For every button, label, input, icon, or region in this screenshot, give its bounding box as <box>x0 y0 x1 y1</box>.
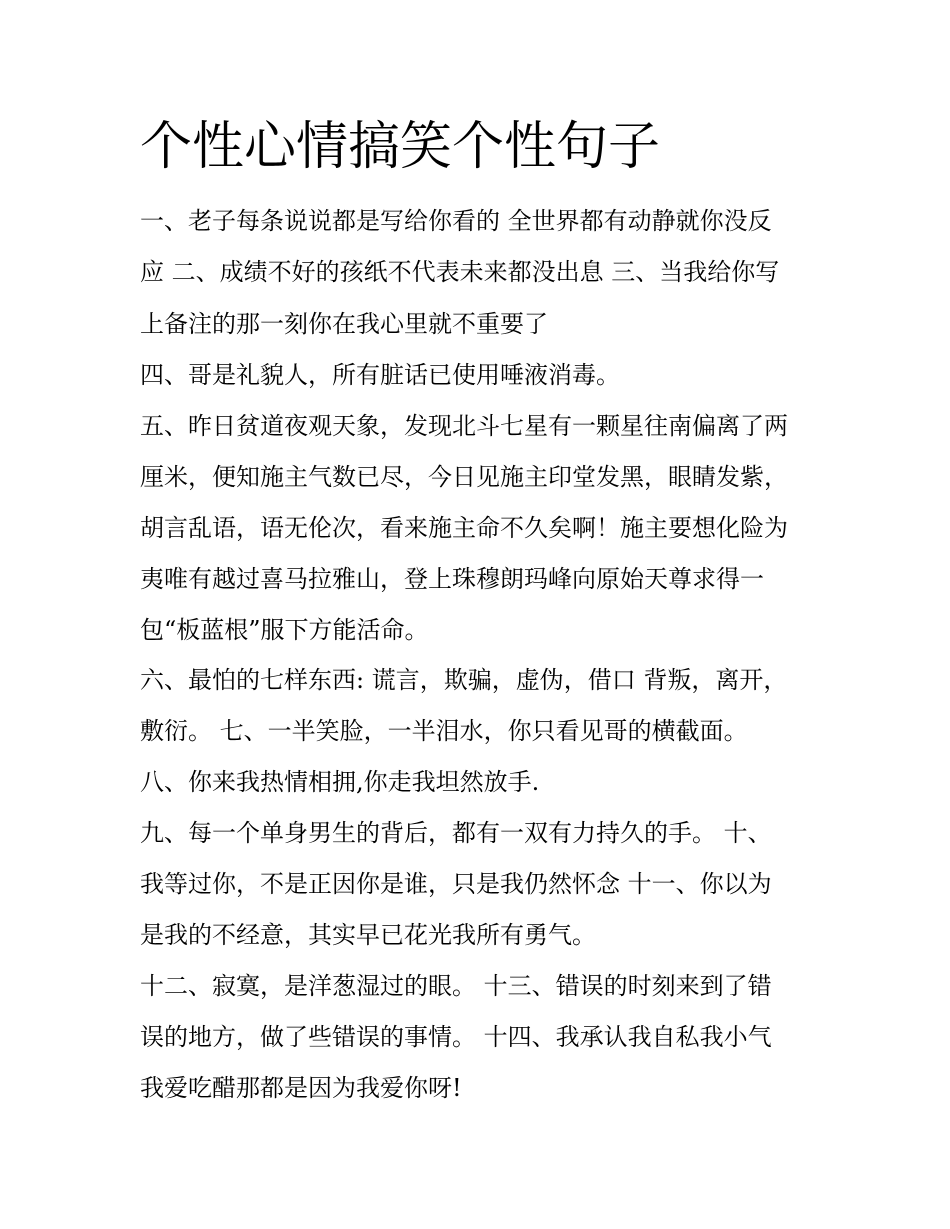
text-line-15: 是我的不经意，其实早已花光我所有勇气。 <box>140 921 596 949</box>
text-line-18: 我爱吃醋那都是因为我爱你呀! <box>140 1074 462 1102</box>
text-line-9: 包“板蓝根”服下方能活命。 <box>140 616 429 644</box>
text-line-2: 应 二、成绩不好的孩纸不代表未来都没出息 三、当我给你写 <box>140 258 780 286</box>
text-line-17: 误的地方，做了些错误的事情。 十四、我承认我自私我小气 <box>140 1023 772 1051</box>
text-line-8: 夷唯有越过喜马拉雅山，登上珠穆朗玛峰向原始天尊求得一 <box>140 565 764 593</box>
text-line-11: 敷衍。 七、一半笑脸，一半泪水，你只看见哥的横截面。 <box>140 717 748 745</box>
text-line-3: 上备注的那一刻你在我心里就不重要了 <box>140 310 548 338</box>
text-line-10: 六、最怕的七样东西: 谎言，欺骗，虚伪，借口 背叛，离开， <box>140 666 788 694</box>
text-line-1: 一、老子每条说说都是写给你看的 全世界都有动静就你没反 <box>140 207 772 235</box>
text-line-4: 四、哥是礼貌人，所有脏话已使用唾液消毒。 <box>140 361 620 389</box>
text-line-12: 八、你来我热情相拥,你走我坦然放手. <box>140 768 540 796</box>
text-line-16: 十二、寂寞，是洋葱湿过的眼。 十三、错误的时刻来到了错 <box>140 972 772 1000</box>
text-line-14: 我等过你，不是正因你是谁，只是我仍然怀念 十一、你以为 <box>140 870 772 898</box>
text-line-13: 九、每一个单身男生的背后，都有一双有力持久的手。 十、 <box>140 819 772 847</box>
text-line-5: 五、昨日贫道夜观天象，发现北斗七星有一颗星往南偏离了两 <box>140 412 788 440</box>
text-line-7: 胡言乱语，语无伦次，看来施主命不久矣啊！施主要想化险为 <box>140 514 788 542</box>
document-title: 个性心情搞笑个性句子 <box>140 117 661 177</box>
text-line-6: 厘米，便知施主气数已尽，今日见施主印堂发黑，眼睛发紫， <box>140 463 788 491</box>
